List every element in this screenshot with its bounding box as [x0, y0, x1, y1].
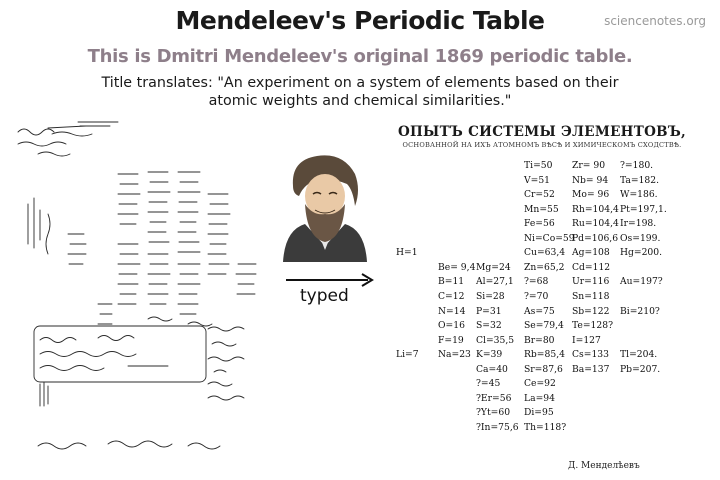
- element-cell: Tl=204.: [620, 349, 658, 361]
- element-cell: W=186.: [620, 189, 658, 201]
- signature: Д. Менделѣевъ: [568, 461, 640, 471]
- element-cell: Sn=118: [572, 290, 610, 302]
- typed-table-title: ОПЫТЪ СИСТЕМЫ ЭЛЕМЕНТОВЪ,: [397, 124, 687, 140]
- element-cell: B=11: [438, 276, 465, 288]
- translation-line-2: atomic weights and chemical similarities.": [208, 93, 512, 109]
- element-cell: Ru=104,4: [572, 218, 619, 230]
- element-cell: N=14: [438, 305, 466, 317]
- element-cell: K=39: [476, 349, 503, 361]
- element-cell: Be= 9,4: [438, 261, 476, 273]
- translation-caption: [0, 74, 720, 110]
- element-cell: Au=197?: [620, 276, 663, 288]
- element-cell: ?Yt=60: [476, 407, 511, 419]
- element-cell: Pd=106,6: [572, 232, 619, 244]
- element-cell: Mg=24: [476, 261, 511, 273]
- element-cell: Bi=210?: [620, 305, 660, 317]
- element-cell: Pt=197,1.: [620, 203, 667, 215]
- element-cell: Fe=56: [524, 218, 555, 230]
- element-cell: Mn=55: [524, 203, 559, 215]
- element-cell: Ir=198.: [620, 218, 657, 230]
- element-cell: Na=23: [438, 349, 471, 361]
- element-cell: Sr=87,6: [524, 363, 563, 375]
- element-cell: Zr= 90: [572, 160, 606, 171]
- mendeleev-portrait-image: [275, 150, 375, 262]
- element-cell: O=16: [438, 320, 465, 332]
- element-cell: Ba=137: [572, 363, 610, 375]
- element-cell: Ag=108: [572, 247, 610, 259]
- element-cell: S=32: [476, 320, 502, 332]
- element-cell: ?=45: [476, 378, 501, 390]
- typed-table-subtitle: ОСНОВАННОЙ НА ИХЪ АТОМНОМЪ ВѢСѢ И ХИМИЧЕСКОМЪ СХОДСТВѢ.: [402, 141, 682, 149]
- element-cell: Cs=133: [572, 349, 609, 361]
- site-watermark: sciencenotes.org: [604, 14, 706, 28]
- handwritten-manuscript-image: [8, 114, 272, 472]
- element-cell: F=19: [438, 334, 464, 346]
- element-cell: Os=199.: [620, 232, 661, 244]
- element-cell: ?=180.: [620, 160, 654, 171]
- element-cell: Sb=122: [572, 305, 610, 317]
- element-cell: Ur=116: [572, 276, 610, 288]
- element-cell: Si=28: [476, 290, 505, 302]
- element-cell: V=51: [524, 174, 551, 186]
- element-cell: Th=118?: [524, 421, 567, 433]
- element-cell: Cd=112: [572, 261, 611, 273]
- element-cell: Zn=65,2: [524, 261, 565, 273]
- page-title: Mendeleev's Periodic Table: [175, 6, 545, 35]
- element-cell: As=75: [524, 305, 555, 317]
- element-cell: Cr=52: [524, 189, 555, 201]
- element-cell: P=31: [476, 305, 502, 317]
- element-cell: Hg=200.: [620, 247, 663, 259]
- element-cell: ?=70: [524, 290, 549, 302]
- element-cell: Ta=182.: [620, 174, 660, 186]
- element-cell: La=94: [524, 392, 555, 404]
- element-cell: Ni=Co=59: [524, 232, 575, 244]
- element-cell: Li=7: [396, 349, 419, 361]
- element-cell: Mo= 96: [572, 189, 610, 201]
- element-cell: I=127: [572, 334, 601, 346]
- subtitle: This is Dmitri Mendeleev's original 1869 periodic table.: [87, 46, 633, 67]
- element-cell: ?In=75,6: [476, 421, 519, 433]
- element-cell: Cl=35,5: [476, 334, 515, 346]
- element-cell: Nb= 94: [572, 174, 609, 186]
- element-cell: Br=80: [524, 334, 555, 346]
- typed-label: typed: [300, 286, 349, 306]
- element-cell: Cu=63,4: [524, 247, 566, 259]
- element-cell: Pb=207.: [620, 363, 661, 375]
- element-cell: C=12: [438, 290, 465, 302]
- translation-line-1: Title translates: "An experiment on a system of elements based on their: [101, 75, 619, 91]
- element-cell: H=1: [396, 247, 418, 259]
- element-cell: Ce=92: [524, 378, 556, 390]
- element-cell: Al=27,1: [476, 276, 514, 288]
- element-cell: Di=95: [524, 407, 554, 419]
- element-cell: Ca=40: [476, 363, 508, 375]
- element-cell: Rb=85,4: [524, 349, 565, 361]
- element-cell: ?=68: [524, 276, 549, 288]
- element-cell: Te=128?: [572, 320, 614, 332]
- element-cell: Ti=50: [524, 160, 553, 171]
- element-cell: ?Er=56: [476, 392, 512, 404]
- element-cell: Rh=104,4: [572, 203, 619, 215]
- element-cell: Se=79,4: [524, 320, 564, 332]
